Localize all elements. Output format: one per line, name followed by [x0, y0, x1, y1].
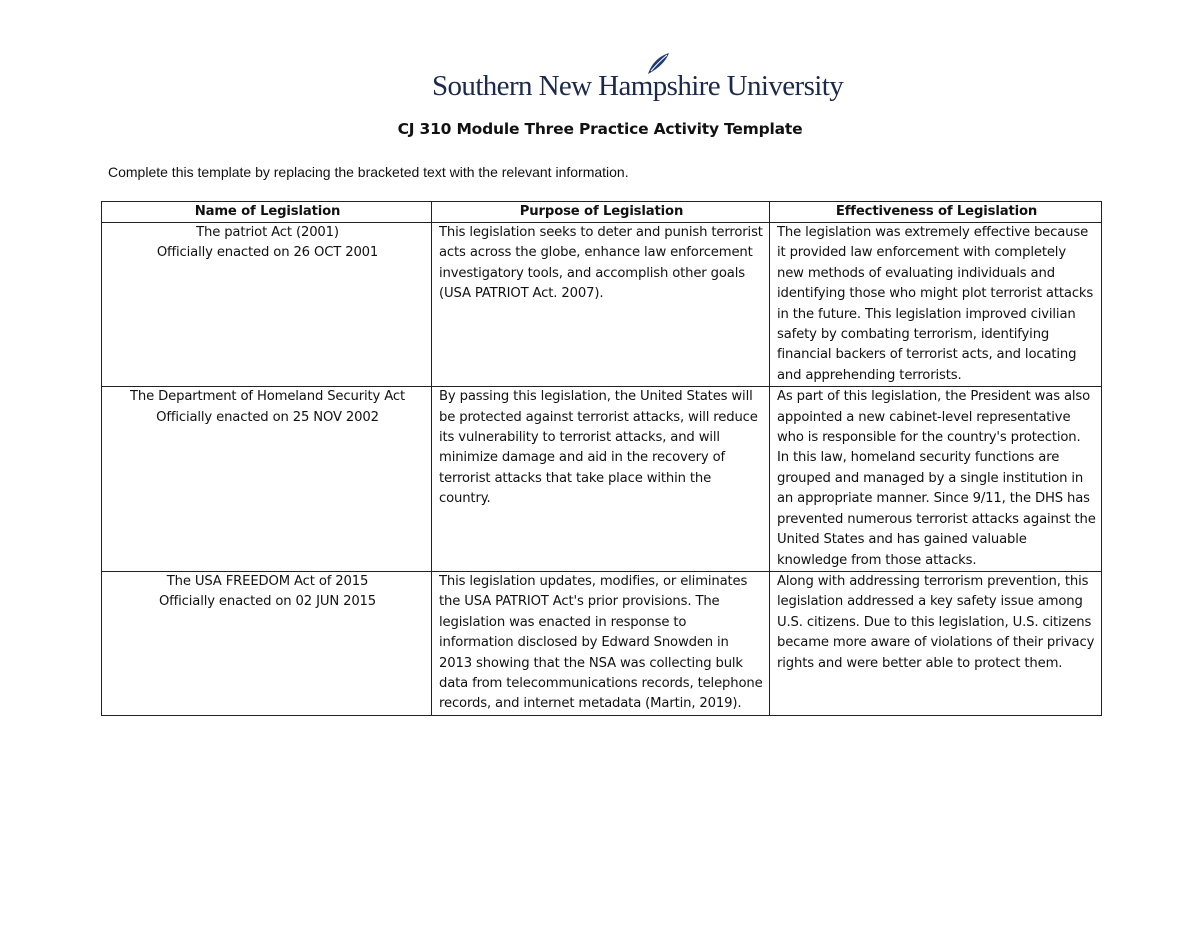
- table-row: [102, 387, 1102, 572]
- table-row: [102, 571, 1102, 715]
- purpose-cell: This legislation seeks to deter and punish terrorist acts across the globe, enhance law enforcement investigatory tools, and accomplish other goals (USA PATRIOT Act. 2007).: [432, 223, 770, 387]
- legislation-name-cell: [102, 223, 432, 387]
- enactment-date: Officially enacted on 26 OCT 2001: [156, 245, 379, 261]
- header-name-of-legislation: Name of Legislation: [102, 202, 432, 223]
- legislation-name: The USA FREEDOM Act of 2015: [166, 573, 369, 589]
- effectiveness-cell: The legislation was extremely effective because it provided law enforcement with completely new methods of evaluating individuals and identifying those who might plot terrorist attacks in the future. This legislation improved civilian safety by combating terrorism, identifying financial backers of terrorist acts, and locating and apprehending terrorists.: [770, 223, 1102, 387]
- university-logo: [432, 52, 844, 108]
- enactment-date: Officially enacted on 25 NOV 2002: [156, 409, 379, 425]
- table-header-row: [102, 202, 1102, 223]
- legislation-name-cell: [102, 387, 432, 572]
- legislation-table: [101, 201, 1102, 716]
- legislation-name: The Department of Homeland Security Act: [130, 389, 405, 405]
- effectiveness-cell: Along with addressing terrorism prevention, this legislation addressed a key safety issue among U.S. citizens. Due to this legislation, U.S. citizens became more aware of violations of their privacy rights and were better able to protect them.: [770, 571, 1102, 715]
- table-row: [102, 223, 1102, 387]
- document-title: CJ 310 Module Three Practice Activity Template: [397, 120, 803, 138]
- header-effectiveness-of-legislation: Effectiveness of Legislation: [770, 202, 1102, 223]
- instructions-text: Complete this template by replacing the bracketed text with the relevant information.: [108, 164, 629, 180]
- effectiveness-cell: As part of this legislation, the President was also appointed a new cabinet-level representative who is responsible for the country's protection. In this law, homeland security functions are grouped and managed by a single institution in an appropriate manner. Since 9/11, the DHS has prevented numerous terrorist attacks against the United States and has gained valuable knowledge from those attacks.: [770, 387, 1102, 572]
- legislation-name: The patriot Act (2001): [196, 225, 339, 240]
- enactment-date: Officially enacted on 02 JUN 2015: [158, 594, 377, 610]
- legislation-name-cell: [102, 571, 432, 715]
- logo-wordmark: Southern New Hampshire University: [432, 70, 844, 102]
- purpose-cell: By passing this legislation, the United States will be protected against terrorist attacks, will reduce its vulnerability to terrorist attacks, and will minimize damage and aid in the recovery of terrorist attacks that take place within the country.: [432, 387, 770, 572]
- purpose-cell: This legislation updates, modifies, or eliminates the USA PATRIOT Act's prior provisions. The legislation was enacted in response to information disclosed by Edward Snowden in 2013 showing that the NSA was collecting bulk data from telecommunications records, telephone records, and internet metadata (Martin, 2019).: [432, 571, 770, 715]
- header-purpose-of-legislation: Purpose of Legislation: [432, 202, 770, 223]
